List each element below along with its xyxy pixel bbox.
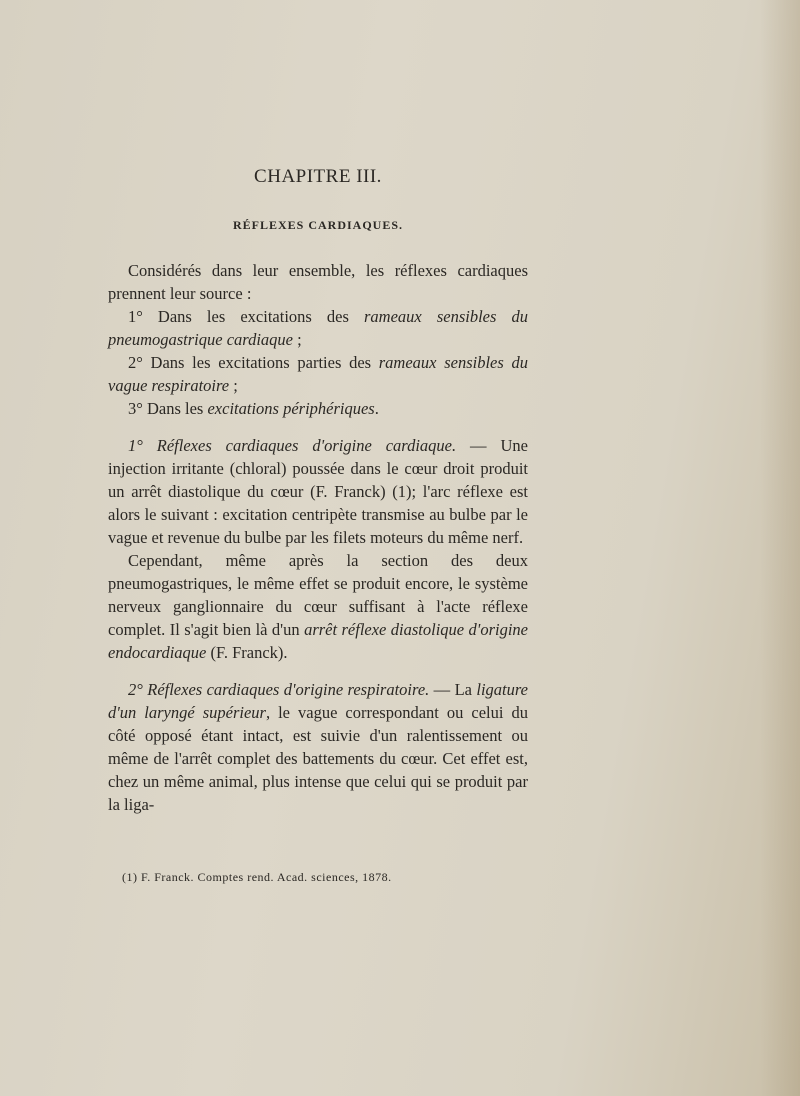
- paragraph-respiratory-reflexes: [108, 678, 528, 816]
- page-edge-shading: [760, 0, 800, 1096]
- list-item-1: [108, 305, 528, 351]
- paragraph-endocardiac: [108, 549, 528, 664]
- item2-suffix: ;: [229, 376, 238, 395]
- item1-prefix: 1° Dans les excitations des: [128, 307, 364, 326]
- p1-text: — Une injection irritante (chloral) poussée dans le cœur droit produit un arrêt diastolique du cœur (F. Franck) (1); l'arc réflexe est alors le suivant : excitation centripète transmise au bulbe par le vague et revenue du bulbe par les filets moteurs du même nerf.: [108, 436, 528, 547]
- item3-suffix: .: [374, 399, 379, 418]
- p3-text-a: — La: [429, 680, 477, 699]
- p2-text-a: Cependant, même après la section des deux pneumogastriques, le même effet se produit encore, le système nerveux ganglionnaire du cœur suffisant à l'acte réflexe complet. Il s'agit bien là d'un: [108, 551, 528, 639]
- item3-italic: excitations périphériques: [207, 399, 375, 418]
- intro-block: [108, 259, 528, 816]
- p3-italic: ligature d'un laryngé supérieur: [108, 680, 529, 722]
- p3-text-b: , le vague correspondant ou celui du côté opposé étant intact, est suivie d'un ralentissement ou même de l'arrêt complet des battements du cœur. Cet effet est, chez un même animal, plus intense que celui qui se produit par la liga-: [108, 703, 528, 814]
- item2-italic: rameaux sensibles du vague respiratoire: [108, 353, 528, 395]
- list-item-2: [108, 351, 528, 397]
- p1-heading: 1° Réflexes cardiaques d'origine cardiaque.: [128, 436, 457, 455]
- chapter-title: CHAPITRE III.: [254, 166, 382, 187]
- intro-paragraph: Considérés dans leur ensemble, les réflexes cardiaques prennent leur source :: [108, 261, 528, 303]
- p3-heading: 2° Réflexes cardiaques d'origine respiratoire.: [128, 680, 430, 699]
- list-item-3: [108, 397, 528, 420]
- item1-italic: rameaux sensibles du pneumogastrique cardiaque: [108, 307, 528, 349]
- p2-text-b: (F. Franck).: [206, 643, 288, 662]
- item3-prefix: 3° Dans les: [128, 399, 208, 418]
- item1-suffix: ;: [293, 330, 302, 349]
- p2-italic: arrêt réflexe diastolique d'origine endocardiaque: [108, 620, 528, 662]
- section-title: RÉFLEXES CARDIAQUES.: [232, 218, 404, 232]
- footnote: (1) F. Franck. Comptes rend. Acad. sciences, 1878.: [122, 870, 392, 884]
- item2-prefix: 2° Dans les excitations parties des: [128, 353, 379, 372]
- paragraph-cardiac-reflexes: [108, 434, 528, 549]
